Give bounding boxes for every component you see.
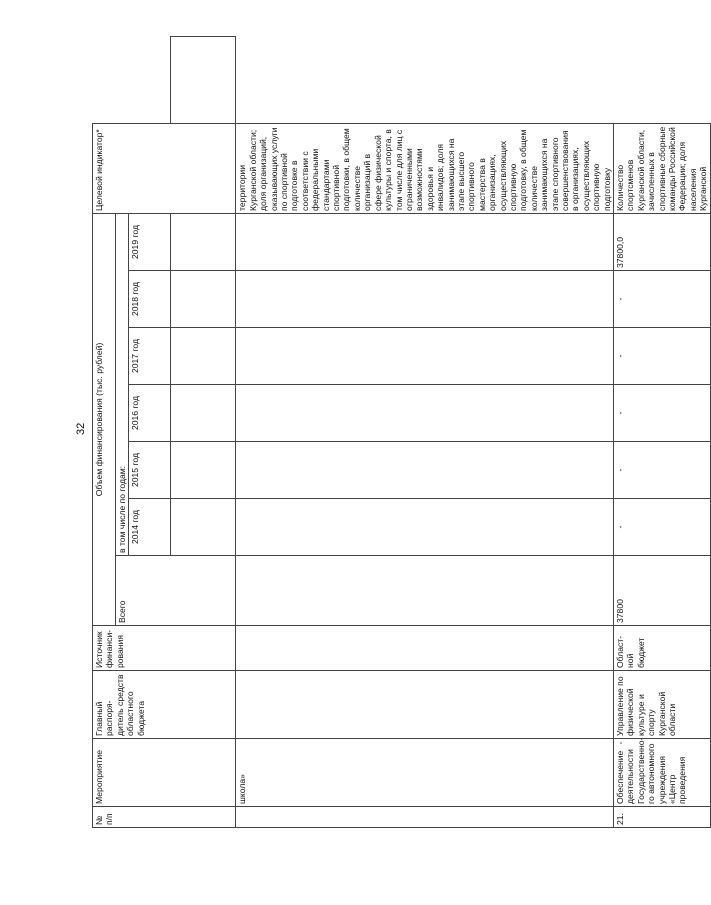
row-indicator: территории Курганской области; доля организаций, оказывающих услуги по спортивной подготовке в соответствии с федеральными стандартами спортивной подготовки, в общем количестве организаций в сфере физической культуры и спорта, в том числе для лиц с ограниченными возможностями здоровья и инвалидов; доля занимающихся на этапе высшего спортивного мастерства в организациях, осуществляющих спортивную подготовку, в общем количестве занимающихся на этапе спортивного совершенствования в организациях, осуществляющих спортивную подготовку [236,123,614,213]
page-number: 32 [75,422,87,435]
header-spacer [171,213,236,270]
header-istochnik: Источник финанси-рования [93,626,236,671]
row-year-2016 [236,385,614,442]
row-year-2017 [236,328,614,385]
row-meropriyatie: школа» [236,739,614,807]
header-meropriyatie: Мероприятие [93,739,236,807]
header-spacer [171,37,236,124]
table-row [614,37,711,828]
header-year-2015: 2015 год [129,442,171,499]
row-vsego: 37800 [614,556,711,626]
header-spacer [171,328,236,385]
row-num [236,807,614,828]
row-indicator: Количество спортсменов Курганской области, зачисленных в спортивные сборные команды Российской Федерации; доля населения Курганской [614,123,711,213]
row-year-2019: 37800,0 [614,213,711,270]
header-v-tom-chisle: в том числе по годам: [116,213,129,555]
header-year-2014: 2014 год [129,499,171,556]
header-spacer [171,271,236,328]
row-year-2015 [236,442,614,499]
header-spacer [171,385,236,442]
row-year-2018 [236,271,614,328]
row-glavny [236,671,614,739]
header-glavny: Главный распоря-дитель средств областного бюджета [93,671,236,739]
row-year-2017: - [614,328,711,385]
header-year-2018: 2018 год [129,271,171,328]
rotated-table-wrapper [92,36,709,828]
header-spacer [171,499,236,556]
row-meropriyatie: Обеспечение деятельности Государственно-го автономного учреждения «Центр проведения [614,739,711,807]
row-num: 21. [614,807,711,828]
row-istochnik [236,626,614,671]
row-year-2014 [236,499,614,556]
row-glavny: Управление по физической культуре и спорту Курганской области [614,671,711,739]
header-year-2019: 2019 год [129,213,171,270]
row-istochnik: Област-ной бюджет [614,626,711,671]
header-vsego: Всего [116,556,236,626]
financing-table [92,36,711,828]
header-obem: Объем финансирования (тыс. рублей) [93,213,116,625]
header-num: № п/п [93,807,236,828]
row-year-2016: - [614,385,711,442]
row-year-2014: - [614,499,711,556]
header-year-2017: 2017 год [129,328,171,385]
header-indicator: Целевой индикатор* [93,123,236,213]
header-spacer [171,442,236,499]
header-year-2016: 2016 год [129,385,171,442]
row-year-2015: - [614,442,711,499]
table-row [236,37,614,828]
row-year-2019 [236,213,614,270]
row-year-2018: - [614,271,711,328]
row-vsego [236,556,614,626]
